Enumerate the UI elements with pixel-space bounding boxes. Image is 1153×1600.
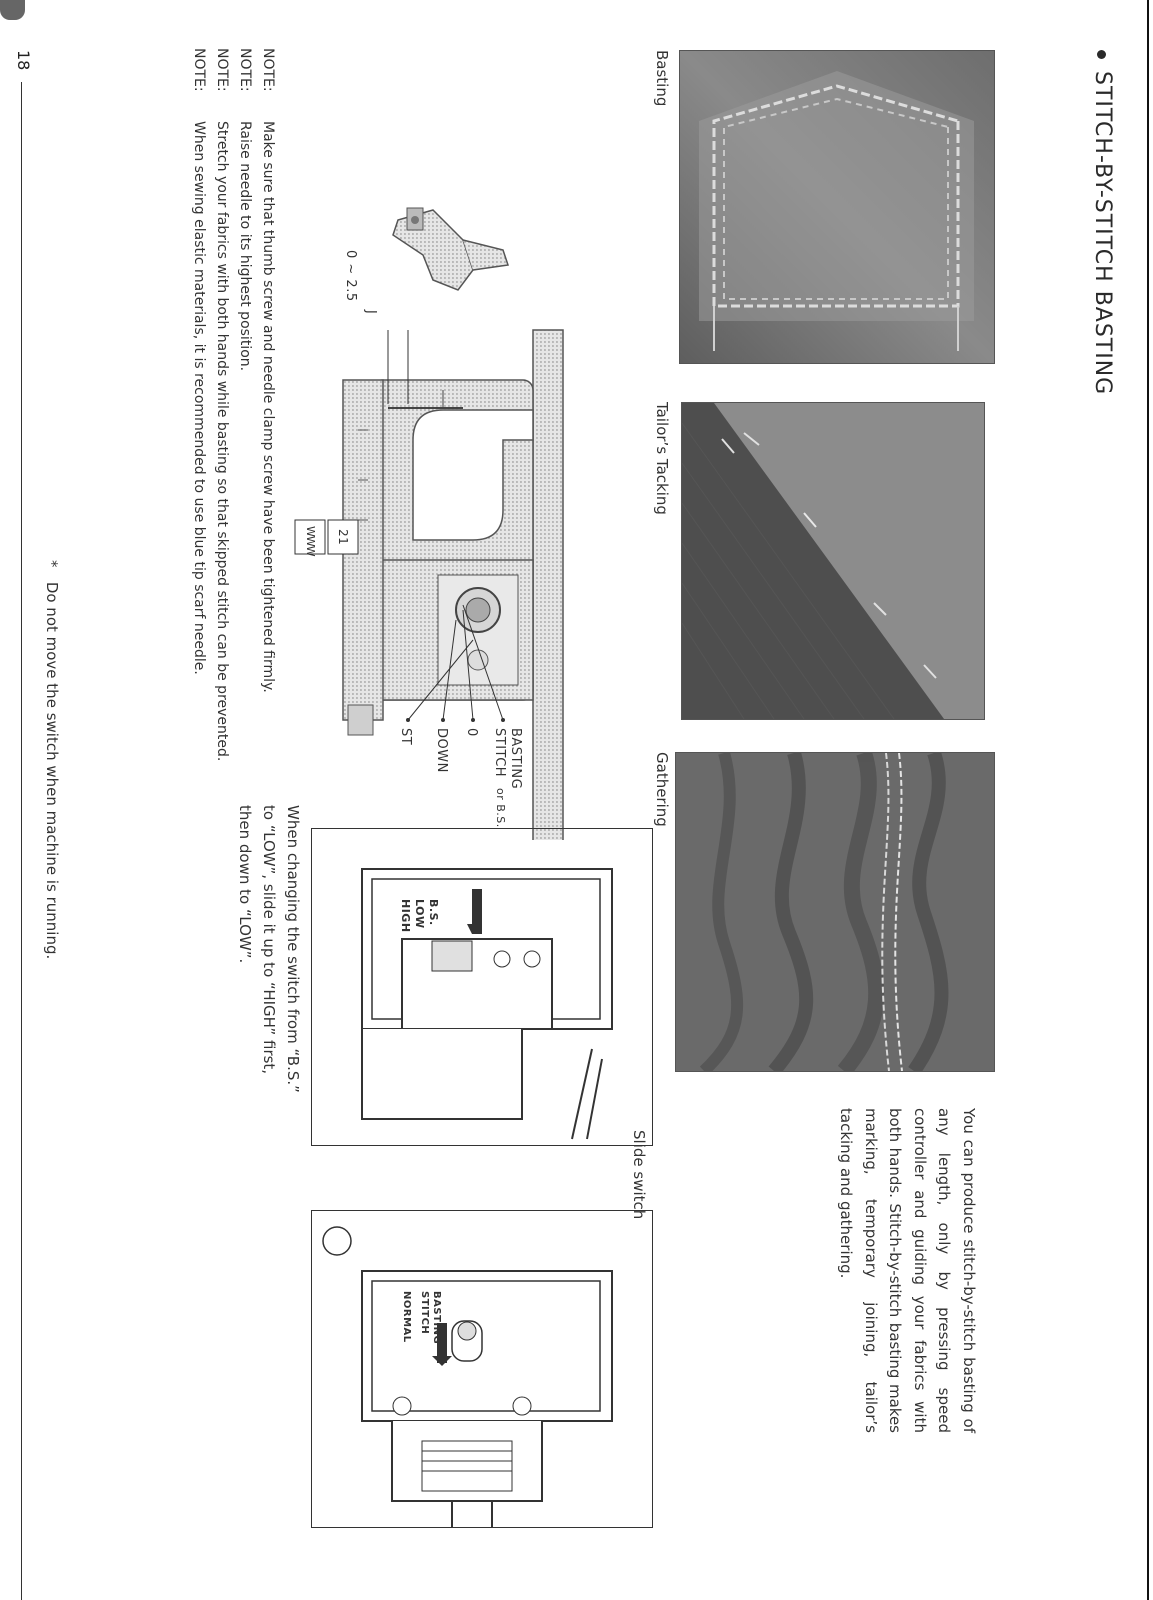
dial-label-basting-stitch: BASTING STITCH <box>492 728 523 790</box>
slide-switch-illustration-right <box>312 1211 652 1527</box>
foot-label: J <box>363 310 378 315</box>
binding-mark <box>0 0 25 20</box>
slide-switch-box-right <box>311 1210 653 1528</box>
dial-label-st: ST <box>398 728 413 746</box>
slide-switch-illustration-left <box>312 829 652 1145</box>
page-edge-rule <box>1147 0 1149 1600</box>
note-label: NOTE: <box>191 48 207 92</box>
tailors-tacking-photo <box>681 402 985 720</box>
switch-pos-basting-stitch: BASTING STITCH <box>419 1291 442 1345</box>
basting-caption: Basting <box>653 50 671 107</box>
note-item <box>188 48 209 783</box>
slide-switch-caption: Slide switch <box>630 1130 648 1220</box>
switch-pos-low: LOW <box>413 899 426 929</box>
notes-list <box>186 48 278 783</box>
switch-pos-high: HIGH <box>399 899 412 933</box>
footnote-text: Do not move the switch when machine is running. <box>43 581 61 960</box>
length-label: 0 ~ 2.5 <box>343 250 358 302</box>
presser-foot-illustration <box>393 208 508 290</box>
note-label: NOTE: <box>237 48 253 92</box>
note-text: Make sure that thumb screw and needle clamp screw have been tightened firmly. <box>260 121 276 693</box>
switch-change-instructions: When changing the switch from “B.S.” to “LOW”, slide it up to “HIGH” first, then down to “LOW”. <box>236 805 302 1093</box>
sewing-machine-illustration <box>278 180 583 840</box>
slide-switch-box-left <box>311 828 653 1146</box>
dial-label-zero: 0 <box>464 728 479 737</box>
note-text: When sewing elastic materials, it is recommended to use blue tip scarf needle. <box>191 121 207 675</box>
note-label: NOTE: <box>260 48 276 92</box>
section-title <box>1090 50 1115 395</box>
note-item <box>257 48 278 783</box>
tailors-tacking-caption: Tailor’s Tacking <box>653 402 671 515</box>
note-item <box>234 48 255 783</box>
note-text: Stretch your fabrics with both hands while basting so that skipped stitch can be prevented. <box>214 121 230 762</box>
footnote <box>43 560 61 959</box>
note-label: NOTE: <box>214 48 230 92</box>
stitch-pattern-number: 21 <box>336 529 350 546</box>
tailors-tacking-photo-image <box>682 403 984 719</box>
gathering-caption: Gathering <box>653 752 671 827</box>
basting-photo-image <box>680 51 994 363</box>
footer-rule <box>21 82 22 1600</box>
stitch-pattern-symbol: WWW <box>304 526 317 556</box>
dial-label-bs: or B.S. <box>494 788 507 828</box>
bullet-icon <box>1098 50 1107 59</box>
basting-photo <box>679 50 995 364</box>
note-text: Raise needle to its highest position. <box>237 121 253 372</box>
page-number: 18 <box>14 50 33 71</box>
dial-label-down: DOWN <box>434 728 449 773</box>
gathering-photo-image <box>676 753 994 1071</box>
gathering-photo <box>675 752 995 1072</box>
footnote-marker: * <box>43 560 61 568</box>
switch-pos-normal: NORMAL <box>401 1291 412 1343</box>
machine-diagram <box>278 180 583 840</box>
switch-pos-bs: B.S. <box>427 899 440 926</box>
note-item <box>211 48 232 783</box>
section-title-text: STITCH-BY-STITCH BASTING <box>1090 71 1115 396</box>
intro-paragraph: You can produce stitch-by-stitch basting of any length, only by pressing speed controller and guiding your fabrics with both hands. Stitch-by-stitch basting makes marking, temporary joining, tailor’s tacking and gathering. <box>837 1108 978 1433</box>
